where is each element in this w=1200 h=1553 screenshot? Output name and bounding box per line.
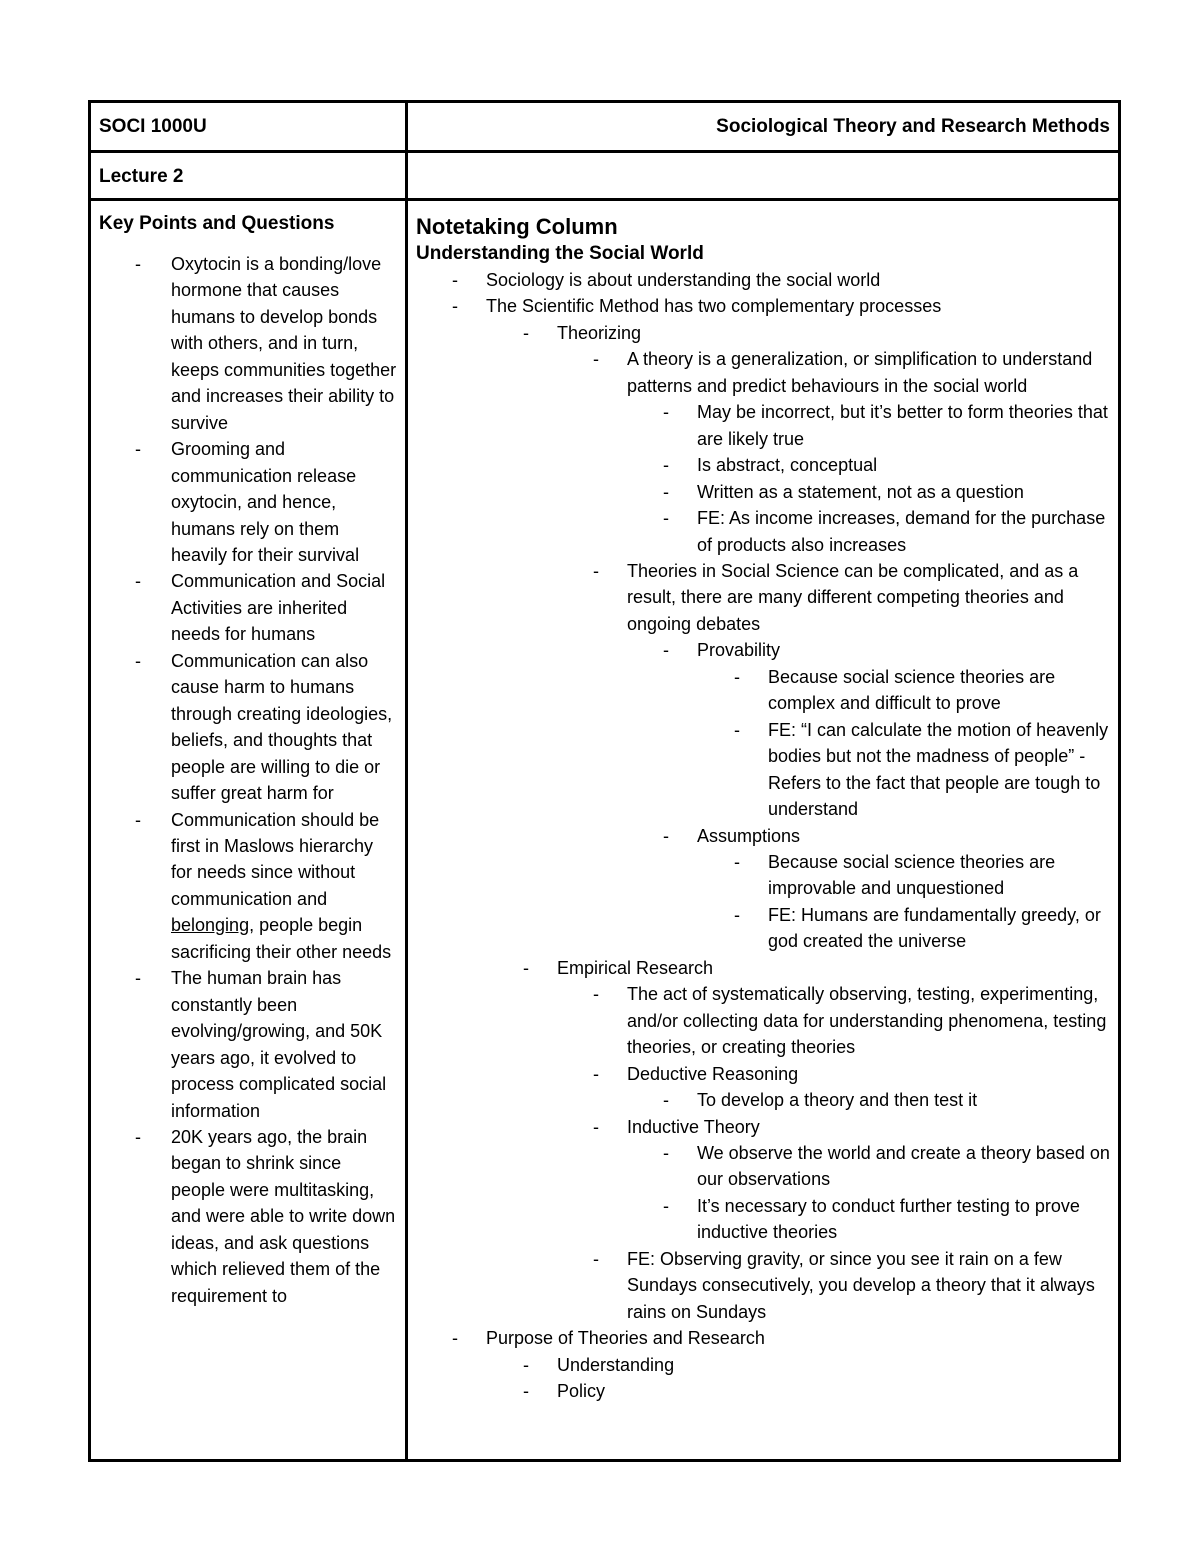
note-item: - Purpose of Theories and Research [416,1325,1110,1351]
key-points-list [99,251,397,1309]
note-item: - It’s necessary to conduct further testing to prove inductive theories [416,1193,1110,1246]
key-point-text: , people begin sacrificing their other needs [171,915,392,962]
note-item: - May be incorrect, but it’s better to form theories that are likely true [416,399,1110,452]
key-point-item: - The human brain has constantly been evolving/growing, and 50K years ago, it evolved to process complicated social information [99,965,397,1124]
notes-list [416,267,1110,1404]
key-point-item: - Communication can also cause harm to humans through creating ideologies, beliefs, and thoughts that people are willing to die or suffer great harm for [99,648,397,807]
note-item: - We observe the world and create a theory based on our observations [416,1140,1110,1193]
note-item: - Policy [416,1378,1110,1404]
note-item: - A theory is a generalization, or simplification to understand patterns and predict behaviours in the social world [416,346,1110,399]
course-code: SOCI 1000U [99,116,207,137]
note-item: - Written as a statement, not as a question [416,479,1110,505]
key-point-item: - 20K years ago, the brain began to shrink since people were multitasking, and were able to write down ideas, and ask questions which relieved them of the requirement to [99,1124,397,1309]
key-point-item: - Grooming and communication release oxytocin, and hence, humans rely on them heavily for their survival [99,436,397,568]
content-row [91,201,1118,1459]
column-divider [405,103,408,1459]
underlined-word: belonging [171,915,250,936]
note-item: - FE: “I can calculate the motion of heavenly bodies but not the madness of people” - Refers to the fact that people are tough to understand [416,717,1110,823]
key-point-text: Communication should be first in Maslows hierarchy for needs since without communication and [171,809,380,909]
note-item: - FE: Humans are fundamentally greedy, or god created the universe [416,902,1110,955]
header-row [91,103,1118,153]
note-item: - Provability [416,637,1110,663]
note-item: - The Scientific Method has two complementary processes [416,293,1110,319]
lecture-row [91,153,1118,201]
note-item: - Theorizing [416,320,1110,346]
key-point-item [99,807,397,966]
notes-table [88,100,1121,1462]
key-point-item: - Communication and Social Activities are inherited needs for humans [99,568,397,647]
notetaking-heading: Notetaking Column [416,214,618,239]
note-item: - FE: As income increases, demand for the purchase of products also increases [416,505,1110,558]
lecture-empty-cell [408,153,1118,198]
key-points-heading: Key Points and Questions [99,213,335,234]
note-item: - Assumptions [416,823,1110,849]
note-item: - Because social science theories are complex and difficult to prove [416,664,1110,717]
lecture-label: Lecture 2 [99,166,184,187]
note-item: - Sociology is about understanding the social world [416,267,1110,293]
note-item: - FE: Observing gravity, or since you see it rain on a few Sundays consecutively, you develop a theory that it always rains on Sundays [416,1246,1110,1325]
note-item: - Theories in Social Science can be complicated, and as a result, there are many different competing theories and ongoing debates [416,558,1110,637]
notetaking-column [408,201,1118,1459]
note-item: - The act of systematically observing, testing, experimenting, and/or collecting data for understanding phenomena, testing theories, or creating theories [416,981,1110,1060]
note-item: - Inductive Theory [416,1114,1110,1140]
note-item: - Understanding [416,1352,1110,1378]
note-item: - Deductive Reasoning [416,1061,1110,1087]
note-item: - To develop a theory and then test it [416,1087,1110,1113]
note-item: - Empirical Research [416,955,1110,981]
note-item: - Is abstract, conceptual [416,452,1110,478]
key-points-column [91,201,405,1459]
key-point-item: - Oxytocin is a bonding/love hormone that causes humans to develop bonds with others, and in turn, keeps communities together and increases their ability to survive [99,251,397,436]
note-item: - Because social science theories are improvable and unquestioned [416,849,1110,902]
section-title: Understanding the Social World [416,243,704,264]
course-title: Sociological Theory and Research Methods [716,116,1110,137]
